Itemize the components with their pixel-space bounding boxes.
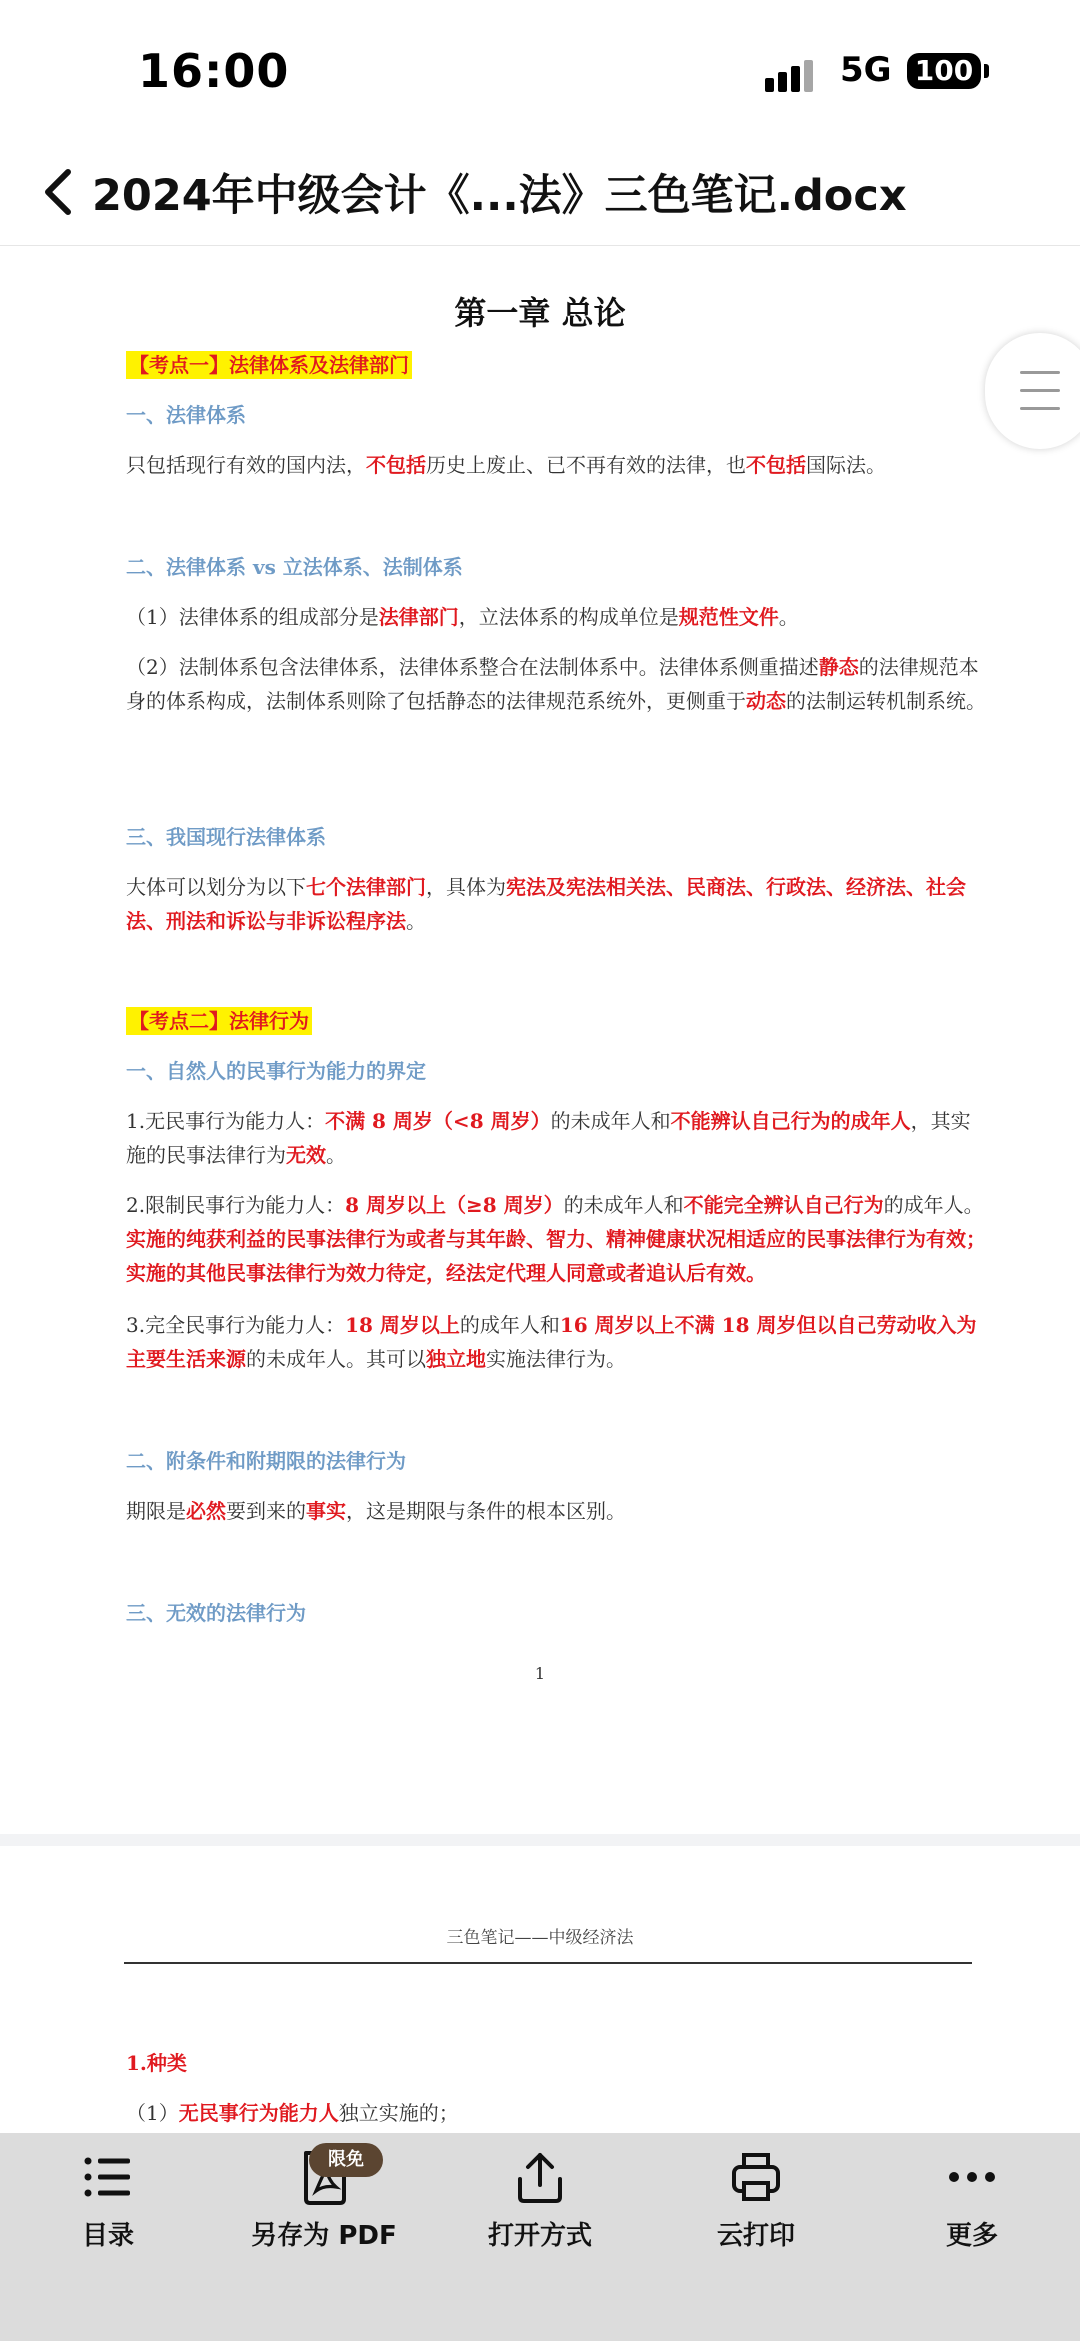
document-page-1 (0, 246, 1080, 1834)
running-head: 三色笔记——中级经济法 (446, 1928, 634, 1948)
section-heading: 二、法律体系 vs 立法体系、法制体系 (126, 555, 463, 579)
toolbar-catalog-button[interactable] (0, 2133, 216, 2341)
toolbar-label: 目录 (81, 2221, 134, 2251)
chapter-title: 第一章 总论 (454, 294, 626, 332)
toolbar-cloud-print-button[interactable] (648, 2133, 864, 2341)
document-viewer[interactable] (0, 246, 1080, 2133)
printer-icon (726, 2147, 786, 2207)
outline-button[interactable] (985, 333, 1080, 449)
free-badge: 限免 (309, 2143, 383, 2177)
divider (124, 1962, 972, 1964)
title-bar (0, 140, 1080, 246)
signal-icon (765, 58, 827, 92)
list-heading: 1.种类 (126, 2051, 187, 2075)
keypoint-heading: 【考点一】法律体系及法律部门 (126, 348, 986, 382)
list-item: （1）无民事行为能力人独立实施的； (126, 2101, 459, 2125)
paragraph: （1）法律体系的组成部分是法律部门，立法体系的构成单位是规范性文件。 (126, 605, 799, 629)
document-title: 2024年中级会计《...法》三色笔记.docx (92, 171, 907, 221)
list-icon (78, 2147, 138, 2207)
paragraph: 期限是必然要到来的事实，这是期限与条件的根本区别。 (126, 1499, 626, 1523)
section-heading: 一、法律体系 (126, 403, 246, 427)
more-icon (942, 2147, 1002, 2207)
toolbar-open-with-button[interactable] (432, 2133, 648, 2341)
keypoint-heading: 【考点二】法律行为 (126, 1004, 986, 1038)
section-heading: 三、无效的法律行为 (126, 1601, 306, 1625)
bottom-toolbar (0, 2133, 1080, 2341)
section-heading: 一、自然人的民事行为能力的界定 (126, 1059, 426, 1083)
section-heading: 三、我国现行法律体系 (126, 825, 326, 849)
network-type: 5G (840, 50, 892, 90)
share-icon (510, 2147, 570, 2207)
toolbar-label: 打开方式 (487, 2221, 592, 2251)
toolbar-label: 云打印 (716, 2221, 795, 2251)
document-page-2 (0, 1846, 1080, 2133)
section-heading: 二、附条件和附期限的法律行为 (126, 1449, 406, 1473)
toolbar-more-button[interactable] (864, 2133, 1080, 2341)
paragraph: 大体可以划分为以下七个法律部门，具体为宪法及宪法相关法、民商法、行政法、经济法、社会法、刑法和诉讼与非诉讼程序法。 (126, 875, 966, 933)
paragraph: 2.限制民事行为能力人：8 周岁以上（≥8 周岁）的未成年人和不能完全辨认自己行为的成年人。实施的纯获利益的民事法律行为或者与其年龄、智力、精神健康状况相适应的民事法律行为有效；实施的其他民事法律行为效力待定，经法定代理人同意或者追认后有效。 (126, 1193, 986, 1285)
status-time: 16:00 (138, 44, 290, 98)
battery-icon: 100 (907, 53, 981, 89)
back-icon[interactable] (38, 164, 84, 220)
toolbar-label: 另存为 PDF (251, 2221, 397, 2251)
status-bar (0, 0, 1080, 140)
paragraph: （2）法制体系包含法律体系，法律体系整合在法制体系中。法律体系侧重描述静态的法律规范本身的体系构成，法制体系则除了包括静态的法律规范系统外，更侧重于动态的法制运转机制系统。 (126, 655, 986, 713)
toolbar-label: 更多 (945, 2221, 998, 2251)
paragraph: 1.无民事行为能力人：不满 8 周岁（<8 周岁）的未成年人和不能辨认自己行为的成年人，其实施的民事法律行为无效。 (126, 1109, 971, 1167)
battery-tip (984, 64, 989, 78)
paragraph: 只包括现行有效的国内法，不包括历史上废止、已不再有效的法律，也不包括国际法。 (126, 453, 886, 477)
paragraph: 3.完全民事行为能力人：18 周岁以上的成年人和16 周岁以上不满 18 周岁但以自己劳动收入为主要生活来源的未成年人。其可以独立地实施法律行为。 (126, 1313, 977, 1371)
page-number: 1 (534, 1664, 546, 1683)
